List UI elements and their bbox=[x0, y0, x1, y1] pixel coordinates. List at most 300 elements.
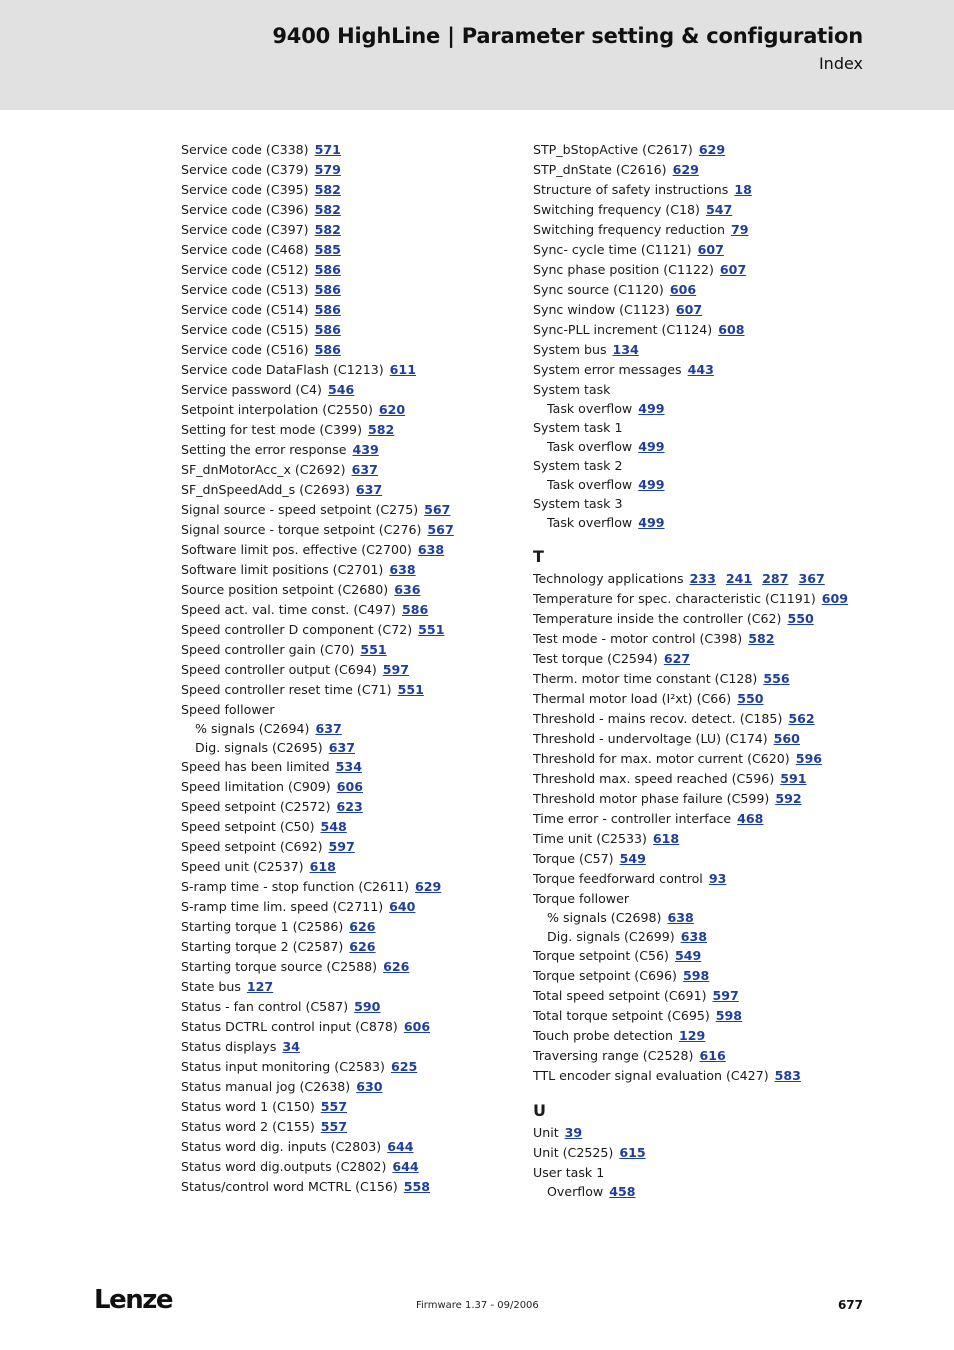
page-link[interactable]: 585 bbox=[314, 242, 341, 257]
index-entry bbox=[181, 620, 454, 640]
page-link[interactable]: 586 bbox=[401, 602, 429, 617]
entry-label: Threshold motor phase failure (C599) bbox=[533, 791, 770, 806]
entry-label: Task overflow bbox=[547, 477, 633, 492]
page-link[interactable]: 287 bbox=[762, 571, 789, 586]
index-entry bbox=[181, 1177, 454, 1197]
page-link[interactable]: 626 bbox=[349, 919, 376, 934]
entry-label: Status word 2 (C155) bbox=[181, 1119, 315, 1134]
entry-label: Service code (C513) bbox=[181, 282, 309, 297]
index-entry bbox=[533, 320, 848, 340]
index-entry bbox=[533, 494, 848, 513]
entry-label: Unit bbox=[533, 1125, 559, 1140]
page-link[interactable]: 644 bbox=[387, 1139, 414, 1154]
page-link[interactable]: 560 bbox=[773, 731, 800, 746]
page-link[interactable]: 546 bbox=[327, 382, 355, 397]
index-entry bbox=[533, 649, 848, 669]
index-entry bbox=[533, 729, 848, 749]
index-entry bbox=[181, 1057, 454, 1077]
page-link[interactable]: 597 bbox=[712, 988, 739, 1003]
index-entry bbox=[181, 260, 454, 280]
page-link[interactable]: 615 bbox=[619, 1145, 646, 1160]
page-link[interactable]: 629 bbox=[415, 879, 442, 894]
page-link[interactable]: 611 bbox=[389, 362, 416, 377]
index-entry bbox=[181, 140, 454, 160]
index-entry bbox=[533, 300, 848, 320]
index-subentry bbox=[533, 908, 848, 927]
page-number: 677 bbox=[837, 1298, 863, 1312]
index-entry bbox=[181, 1117, 454, 1137]
page-link[interactable]: 629 bbox=[672, 162, 699, 177]
page-link[interactable]: 598 bbox=[715, 1008, 743, 1023]
index-entry bbox=[533, 260, 848, 280]
header-band bbox=[0, 0, 954, 110]
entry-label: Service code (C512) bbox=[181, 262, 309, 277]
index-entry bbox=[181, 680, 454, 700]
page-link[interactable]: 93 bbox=[708, 871, 727, 886]
index-subentry bbox=[533, 1182, 848, 1201]
index-entry bbox=[181, 240, 454, 260]
page-link[interactable]: 499 bbox=[638, 477, 665, 492]
entry-label: Task overflow bbox=[547, 401, 633, 416]
entry-label: Task overflow bbox=[547, 515, 633, 530]
index-entry bbox=[533, 609, 848, 629]
page-link[interactable]: 637 bbox=[315, 721, 342, 736]
index-entry bbox=[181, 180, 454, 200]
page-link[interactable]: 558 bbox=[403, 1179, 431, 1194]
page-link[interactable]: 609 bbox=[821, 591, 849, 606]
page-link[interactable]: 18 bbox=[734, 182, 752, 197]
index-entry bbox=[533, 220, 848, 240]
page-link[interactable]: 241 bbox=[725, 571, 753, 586]
index-subentry bbox=[533, 927, 848, 946]
page-link[interactable]: 607 bbox=[675, 302, 703, 317]
entry-label: System bus bbox=[533, 342, 607, 357]
page-link[interactable]: 620 bbox=[378, 402, 406, 417]
index-entry bbox=[181, 340, 454, 360]
entry-label: Speed setpoint (C2572) bbox=[181, 799, 331, 814]
index-entry bbox=[181, 1017, 454, 1037]
index-entry bbox=[181, 440, 454, 460]
page-link[interactable]: 534 bbox=[335, 759, 362, 774]
entry-label: Signal source - torque setpoint (C276) bbox=[181, 522, 422, 537]
page-link[interactable]: 567 bbox=[427, 522, 454, 537]
entry-label: System task 3 bbox=[533, 496, 623, 511]
entry-label: System error messages bbox=[533, 362, 682, 377]
index-entry bbox=[533, 200, 848, 220]
page-link[interactable]: 579 bbox=[314, 162, 341, 177]
index-entry bbox=[181, 280, 454, 300]
page-link[interactable]: 591 bbox=[780, 771, 807, 786]
page-link[interactable]: 592 bbox=[775, 791, 802, 806]
entry-label: Starting torque source (C2588) bbox=[181, 959, 378, 974]
entry-label: Starting torque 2 (C2587) bbox=[181, 939, 344, 954]
index-subentry bbox=[181, 719, 454, 738]
entry-label: System task bbox=[533, 382, 611, 397]
index-entry bbox=[181, 777, 454, 797]
page-link[interactable]: 590 bbox=[354, 999, 381, 1014]
page-link[interactable]: 582 bbox=[314, 202, 341, 217]
page-link[interactable]: 549 bbox=[619, 851, 646, 866]
entry-label: Speed follower bbox=[181, 702, 275, 717]
index-column-left bbox=[181, 140, 454, 1197]
entry-label: Sync source (C1120) bbox=[533, 282, 664, 297]
page-link[interactable]: 557 bbox=[320, 1119, 348, 1134]
page-link[interactable]: 586 bbox=[314, 262, 341, 277]
entry-label: System task 2 bbox=[533, 458, 623, 473]
index-entry bbox=[533, 569, 848, 589]
index-entry bbox=[181, 917, 454, 937]
index-entry bbox=[533, 849, 848, 869]
page-link[interactable]: 607 bbox=[719, 262, 747, 277]
index-entry bbox=[533, 240, 848, 260]
entry-label: Status word dig.outputs (C2802) bbox=[181, 1159, 387, 1174]
index-entry bbox=[533, 180, 848, 200]
index-entry bbox=[181, 997, 454, 1017]
index-entry bbox=[533, 689, 848, 709]
entry-label: Threshold - mains recov. detect. (C185) bbox=[533, 711, 783, 726]
page-link[interactable]: 606 bbox=[403, 1019, 431, 1034]
entry-label: Setting for test mode (C399) bbox=[181, 422, 362, 437]
index-entry bbox=[533, 749, 848, 769]
index-entry bbox=[533, 669, 848, 689]
entry-label: Status manual jog (C2638) bbox=[181, 1079, 351, 1094]
index-entry bbox=[181, 797, 454, 817]
page-link[interactable]: 597 bbox=[382, 662, 410, 677]
page-link[interactable]: 638 bbox=[667, 910, 694, 925]
entry-label: Service code (C338) bbox=[181, 142, 309, 157]
page-link[interactable]: 551 bbox=[418, 622, 445, 637]
index-entry bbox=[533, 1066, 848, 1086]
index-entry bbox=[181, 640, 454, 660]
entry-label: Torque setpoint (C56) bbox=[533, 948, 669, 963]
page-link[interactable]: 586 bbox=[314, 322, 341, 337]
entry-label: Threshold for max. motor current (C620) bbox=[533, 751, 790, 766]
index-entry bbox=[181, 220, 454, 240]
entry-label: Threshold - undervoltage (LU) (C174) bbox=[533, 731, 768, 746]
index-entry bbox=[181, 520, 454, 540]
page-link[interactable]: 468 bbox=[737, 811, 764, 826]
entry-label: Speed controller output (C694) bbox=[181, 662, 377, 677]
entry-label: Status DCTRL control input (C878) bbox=[181, 1019, 398, 1034]
entry-label: Traversing range (C2528) bbox=[533, 1048, 694, 1063]
entry-label: Torque (C57) bbox=[533, 851, 614, 866]
index-entry bbox=[181, 877, 454, 897]
page-link[interactable]: 586 bbox=[314, 302, 341, 317]
page-link[interactable]: 458 bbox=[609, 1184, 636, 1199]
entry-label: Temperature for spec. characteristic (C1191) bbox=[533, 591, 816, 606]
entry-label: Service code (C397) bbox=[181, 222, 309, 237]
page-link[interactable]: 608 bbox=[718, 322, 745, 337]
page-link[interactable]: 598 bbox=[682, 968, 710, 983]
entry-label: Time error - controller interface bbox=[533, 811, 732, 826]
entry-label: System task 1 bbox=[533, 420, 623, 435]
page-link[interactable]: 582 bbox=[314, 222, 341, 237]
entry-label: Unit (C2525) bbox=[533, 1145, 614, 1160]
entry-label: Total speed setpoint (C691) bbox=[533, 988, 707, 1003]
page-link[interactable]: 439 bbox=[352, 442, 379, 457]
entry-label: Switching frequency (C18) bbox=[533, 202, 700, 217]
index-entry bbox=[181, 1157, 454, 1177]
entry-label: Service code (C514) bbox=[181, 302, 309, 317]
page-link[interactable]: 127 bbox=[246, 979, 274, 994]
index-entry bbox=[181, 420, 454, 440]
entry-label: SF_dnSpeedAdd_s (C2693) bbox=[181, 482, 350, 497]
index-entry bbox=[181, 160, 454, 180]
entry-label: Signal source - speed setpoint (C275) bbox=[181, 502, 419, 517]
entry-label: Overflow bbox=[547, 1184, 604, 1199]
index-entry bbox=[181, 937, 454, 957]
index-entry bbox=[533, 1046, 848, 1066]
entry-label: Test torque (C2594) bbox=[533, 651, 658, 666]
entry-label: Service code (C396) bbox=[181, 202, 309, 217]
index-entry bbox=[533, 629, 848, 649]
index-entry bbox=[181, 897, 454, 917]
page-link[interactable]: 629 bbox=[698, 142, 726, 157]
entry-label: Structure of safety instructions bbox=[533, 182, 729, 197]
entry-label: Dig. signals (C2695) bbox=[195, 740, 323, 755]
page-link[interactable]: 606 bbox=[336, 779, 363, 794]
page-link[interactable]: 39 bbox=[564, 1125, 583, 1140]
index-entry bbox=[533, 140, 848, 160]
document-title: 9400 HighLine | Parameter setting & configuration bbox=[272, 24, 863, 48]
lenze-logo: Lenze bbox=[94, 1285, 172, 1315]
page-link[interactable]: 550 bbox=[737, 691, 764, 706]
index-subentry bbox=[533, 437, 848, 456]
index-entry bbox=[533, 869, 848, 889]
page-link[interactable]: 597 bbox=[328, 839, 355, 854]
index-entry bbox=[181, 660, 454, 680]
page-link[interactable]: 556 bbox=[763, 671, 790, 686]
index-entry bbox=[181, 857, 454, 877]
index-subentry bbox=[181, 738, 454, 757]
entry-label: Software limit positions (C2701) bbox=[181, 562, 384, 577]
entry-label: Service code (C395) bbox=[181, 182, 309, 197]
index-entry bbox=[533, 280, 848, 300]
index-entry bbox=[181, 700, 454, 719]
index-entry bbox=[533, 160, 848, 180]
index-entry bbox=[533, 946, 848, 966]
page-link[interactable]: 596 bbox=[795, 751, 823, 766]
page-link[interactable]: 638 bbox=[680, 929, 707, 944]
page-link[interactable]: 582 bbox=[314, 182, 341, 197]
index-entry bbox=[533, 589, 848, 609]
page-link[interactable]: 627 bbox=[663, 651, 691, 666]
entry-label: Setting the error response bbox=[181, 442, 347, 457]
index-entry bbox=[181, 817, 454, 837]
entry-label: Torque setpoint (C696) bbox=[533, 968, 677, 983]
page-link[interactable]: 571 bbox=[314, 142, 341, 157]
page-link[interactable]: 583 bbox=[774, 1068, 801, 1083]
entry-label: Speed controller gain (C70) bbox=[181, 642, 355, 657]
entry-label: Setpoint interpolation (C2550) bbox=[181, 402, 373, 417]
page-link[interactable]: 562 bbox=[788, 711, 815, 726]
index-entry bbox=[533, 709, 848, 729]
index-subentry bbox=[533, 475, 848, 494]
entry-label: Thermal motor load (I²xt) (C66) bbox=[533, 691, 732, 706]
entry-label: Service password (C4) bbox=[181, 382, 322, 397]
page-link[interactable]: 233 bbox=[689, 571, 716, 586]
entry-label: Speed setpoint (C692) bbox=[181, 839, 323, 854]
entry-label: Service code DataFlash (C1213) bbox=[181, 362, 384, 377]
page-link[interactable]: 582 bbox=[748, 631, 775, 646]
firmware-version: Firmware 1.37 - 09/2006 bbox=[416, 1300, 539, 1311]
page-link[interactable]: 367 bbox=[798, 571, 825, 586]
entry-label: Test mode - motor control (C398) bbox=[533, 631, 743, 646]
index-entry bbox=[533, 789, 848, 809]
entry-label: Threshold max. speed reached (C596) bbox=[533, 771, 775, 786]
index-entry bbox=[533, 889, 848, 908]
page-link[interactable]: 499 bbox=[638, 439, 665, 454]
page-link[interactable]: 640 bbox=[389, 899, 416, 914]
entry-label: Speed act. val. time const. (C497) bbox=[181, 602, 396, 617]
index-entry bbox=[533, 456, 848, 475]
index-subentry bbox=[533, 399, 848, 418]
index-entry bbox=[181, 1077, 454, 1097]
entry-label: Service code (C468) bbox=[181, 242, 309, 257]
entry-label: Time unit (C2533) bbox=[533, 831, 647, 846]
index-entry bbox=[181, 540, 454, 560]
entry-label: Sync-PLL increment (C1124) bbox=[533, 322, 713, 337]
entry-label: Therm. motor time constant (C128) bbox=[533, 671, 758, 686]
page-link[interactable]: 134 bbox=[612, 342, 639, 357]
index-entry bbox=[181, 957, 454, 977]
entry-label: Service code (C516) bbox=[181, 342, 309, 357]
page-link[interactable]: 567 bbox=[424, 502, 451, 517]
page-link[interactable]: 557 bbox=[320, 1099, 348, 1114]
index-entry bbox=[533, 966, 848, 986]
page-link[interactable]: 630 bbox=[356, 1079, 383, 1094]
page-link[interactable]: 623 bbox=[336, 799, 363, 814]
index-entry bbox=[181, 1037, 454, 1057]
index-entry bbox=[533, 340, 848, 360]
index-entry bbox=[533, 829, 848, 849]
section-title: Index bbox=[818, 54, 863, 73]
page-link[interactable]: 616 bbox=[699, 1048, 726, 1063]
index-entry bbox=[181, 320, 454, 340]
entry-label: % signals (C2694) bbox=[195, 721, 310, 736]
page-link[interactable]: 636 bbox=[394, 582, 421, 597]
index-entry bbox=[533, 1123, 848, 1143]
index-entry bbox=[181, 1097, 454, 1117]
index-entry bbox=[533, 769, 848, 789]
page-link[interactable]: 586 bbox=[314, 342, 341, 357]
index-entry bbox=[181, 977, 454, 997]
entry-label: Sync- cycle time (C1121) bbox=[533, 242, 692, 257]
entry-label: Speed controller reset time (C71) bbox=[181, 682, 392, 697]
page-link[interactable]: 626 bbox=[349, 939, 376, 954]
page-link[interactable]: 549 bbox=[674, 948, 702, 963]
entry-label: Temperature inside the controller (C62) bbox=[533, 611, 782, 626]
page-link[interactable]: 638 bbox=[417, 542, 445, 557]
entry-label: STP_dnState (C2616) bbox=[533, 162, 667, 177]
page-link[interactable]: 129 bbox=[678, 1028, 706, 1043]
page-link[interactable]: 644 bbox=[392, 1159, 419, 1174]
index-entry bbox=[181, 580, 454, 600]
page-link[interactable]: 637 bbox=[328, 740, 355, 755]
entry-label: Touch probe detection bbox=[533, 1028, 673, 1043]
page-link[interactable]: 618 bbox=[652, 831, 680, 846]
page-link[interactable]: 582 bbox=[367, 422, 395, 437]
index-entry bbox=[181, 757, 454, 777]
entry-label: Speed controller D component (C72) bbox=[181, 622, 413, 637]
index-entry bbox=[181, 360, 454, 380]
page-link[interactable]: 551 bbox=[360, 642, 387, 657]
index-entry bbox=[533, 1006, 848, 1026]
entry-label: Sync phase position (C1122) bbox=[533, 262, 714, 277]
page-link[interactable]: 618 bbox=[309, 859, 336, 874]
index-entry bbox=[181, 460, 454, 480]
entry-label: S-ramp time - stop function (C2611) bbox=[181, 879, 410, 894]
page-link[interactable]: 607 bbox=[697, 242, 724, 257]
entry-label: Sync window (C1123) bbox=[533, 302, 670, 317]
entry-label: Speed has been limited bbox=[181, 759, 330, 774]
index-subentry bbox=[533, 513, 848, 532]
entry-label: Source position setpoint (C2680) bbox=[181, 582, 389, 597]
entry-label: Speed setpoint (C50) bbox=[181, 819, 315, 834]
index-entry bbox=[181, 560, 454, 580]
entry-label: STP_bStopActive (C2617) bbox=[533, 142, 693, 157]
entry-label: Status input monitoring (C2583) bbox=[181, 1059, 385, 1074]
entry-label: Total torque setpoint (C695) bbox=[533, 1008, 710, 1023]
entry-label: Service code (C379) bbox=[181, 162, 309, 177]
entry-label: Technology applications bbox=[533, 571, 684, 586]
page-link[interactable]: 637 bbox=[355, 482, 383, 497]
entry-label: Status word dig. inputs (C2803) bbox=[181, 1139, 382, 1154]
entry-label: S-ramp time lim. speed (C2711) bbox=[181, 899, 384, 914]
entry-label: Service code (C515) bbox=[181, 322, 309, 337]
entry-label: Status/control word MCTRL (C156) bbox=[181, 1179, 398, 1194]
entry-label: Dig. signals (C2699) bbox=[547, 929, 675, 944]
page-link[interactable]: 499 bbox=[638, 401, 665, 416]
page-link[interactable]: 548 bbox=[320, 819, 347, 834]
page-link[interactable]: 499 bbox=[638, 515, 665, 530]
page-link[interactable]: 79 bbox=[730, 222, 749, 237]
index-entry bbox=[181, 837, 454, 857]
entry-label: Torque follower bbox=[533, 891, 630, 906]
entry-label: SF_dnMotorAcc_x (C2692) bbox=[181, 462, 346, 477]
index-entry bbox=[533, 1163, 848, 1182]
index-entry bbox=[181, 480, 454, 500]
index-entry bbox=[533, 986, 848, 1006]
entry-label: Status displays bbox=[181, 1039, 277, 1054]
index-entry bbox=[181, 600, 454, 620]
entry-label: Torque feedforward control bbox=[533, 871, 703, 886]
entry-label: User task 1 bbox=[533, 1165, 605, 1180]
page-link[interactable]: 34 bbox=[282, 1039, 300, 1054]
entry-label: TTL encoder signal evaluation (C427) bbox=[533, 1068, 769, 1083]
page-link[interactable]: 547 bbox=[705, 202, 733, 217]
index-entry bbox=[181, 380, 454, 400]
page-link[interactable]: 550 bbox=[787, 611, 814, 626]
page-link[interactable]: 551 bbox=[397, 682, 424, 697]
index-entry bbox=[533, 418, 848, 437]
page-link[interactable]: 626 bbox=[383, 959, 410, 974]
entry-label: Status word 1 (C150) bbox=[181, 1099, 315, 1114]
entry-label: Speed unit (C2537) bbox=[181, 859, 304, 874]
page-link[interactable]: 443 bbox=[687, 362, 714, 377]
page-link[interactable]: 606 bbox=[669, 282, 697, 297]
page-link[interactable]: 586 bbox=[314, 282, 341, 297]
index-entry bbox=[533, 1143, 848, 1163]
index-entry bbox=[181, 200, 454, 220]
page-link[interactable]: 625 bbox=[390, 1059, 418, 1074]
index-entry bbox=[533, 809, 848, 829]
entry-label: Status - fan control (C587) bbox=[181, 999, 349, 1014]
index-entry bbox=[181, 500, 454, 520]
page-link[interactable]: 638 bbox=[389, 562, 416, 577]
index-entry bbox=[533, 1026, 848, 1046]
page-link[interactable]: 637 bbox=[351, 462, 378, 477]
